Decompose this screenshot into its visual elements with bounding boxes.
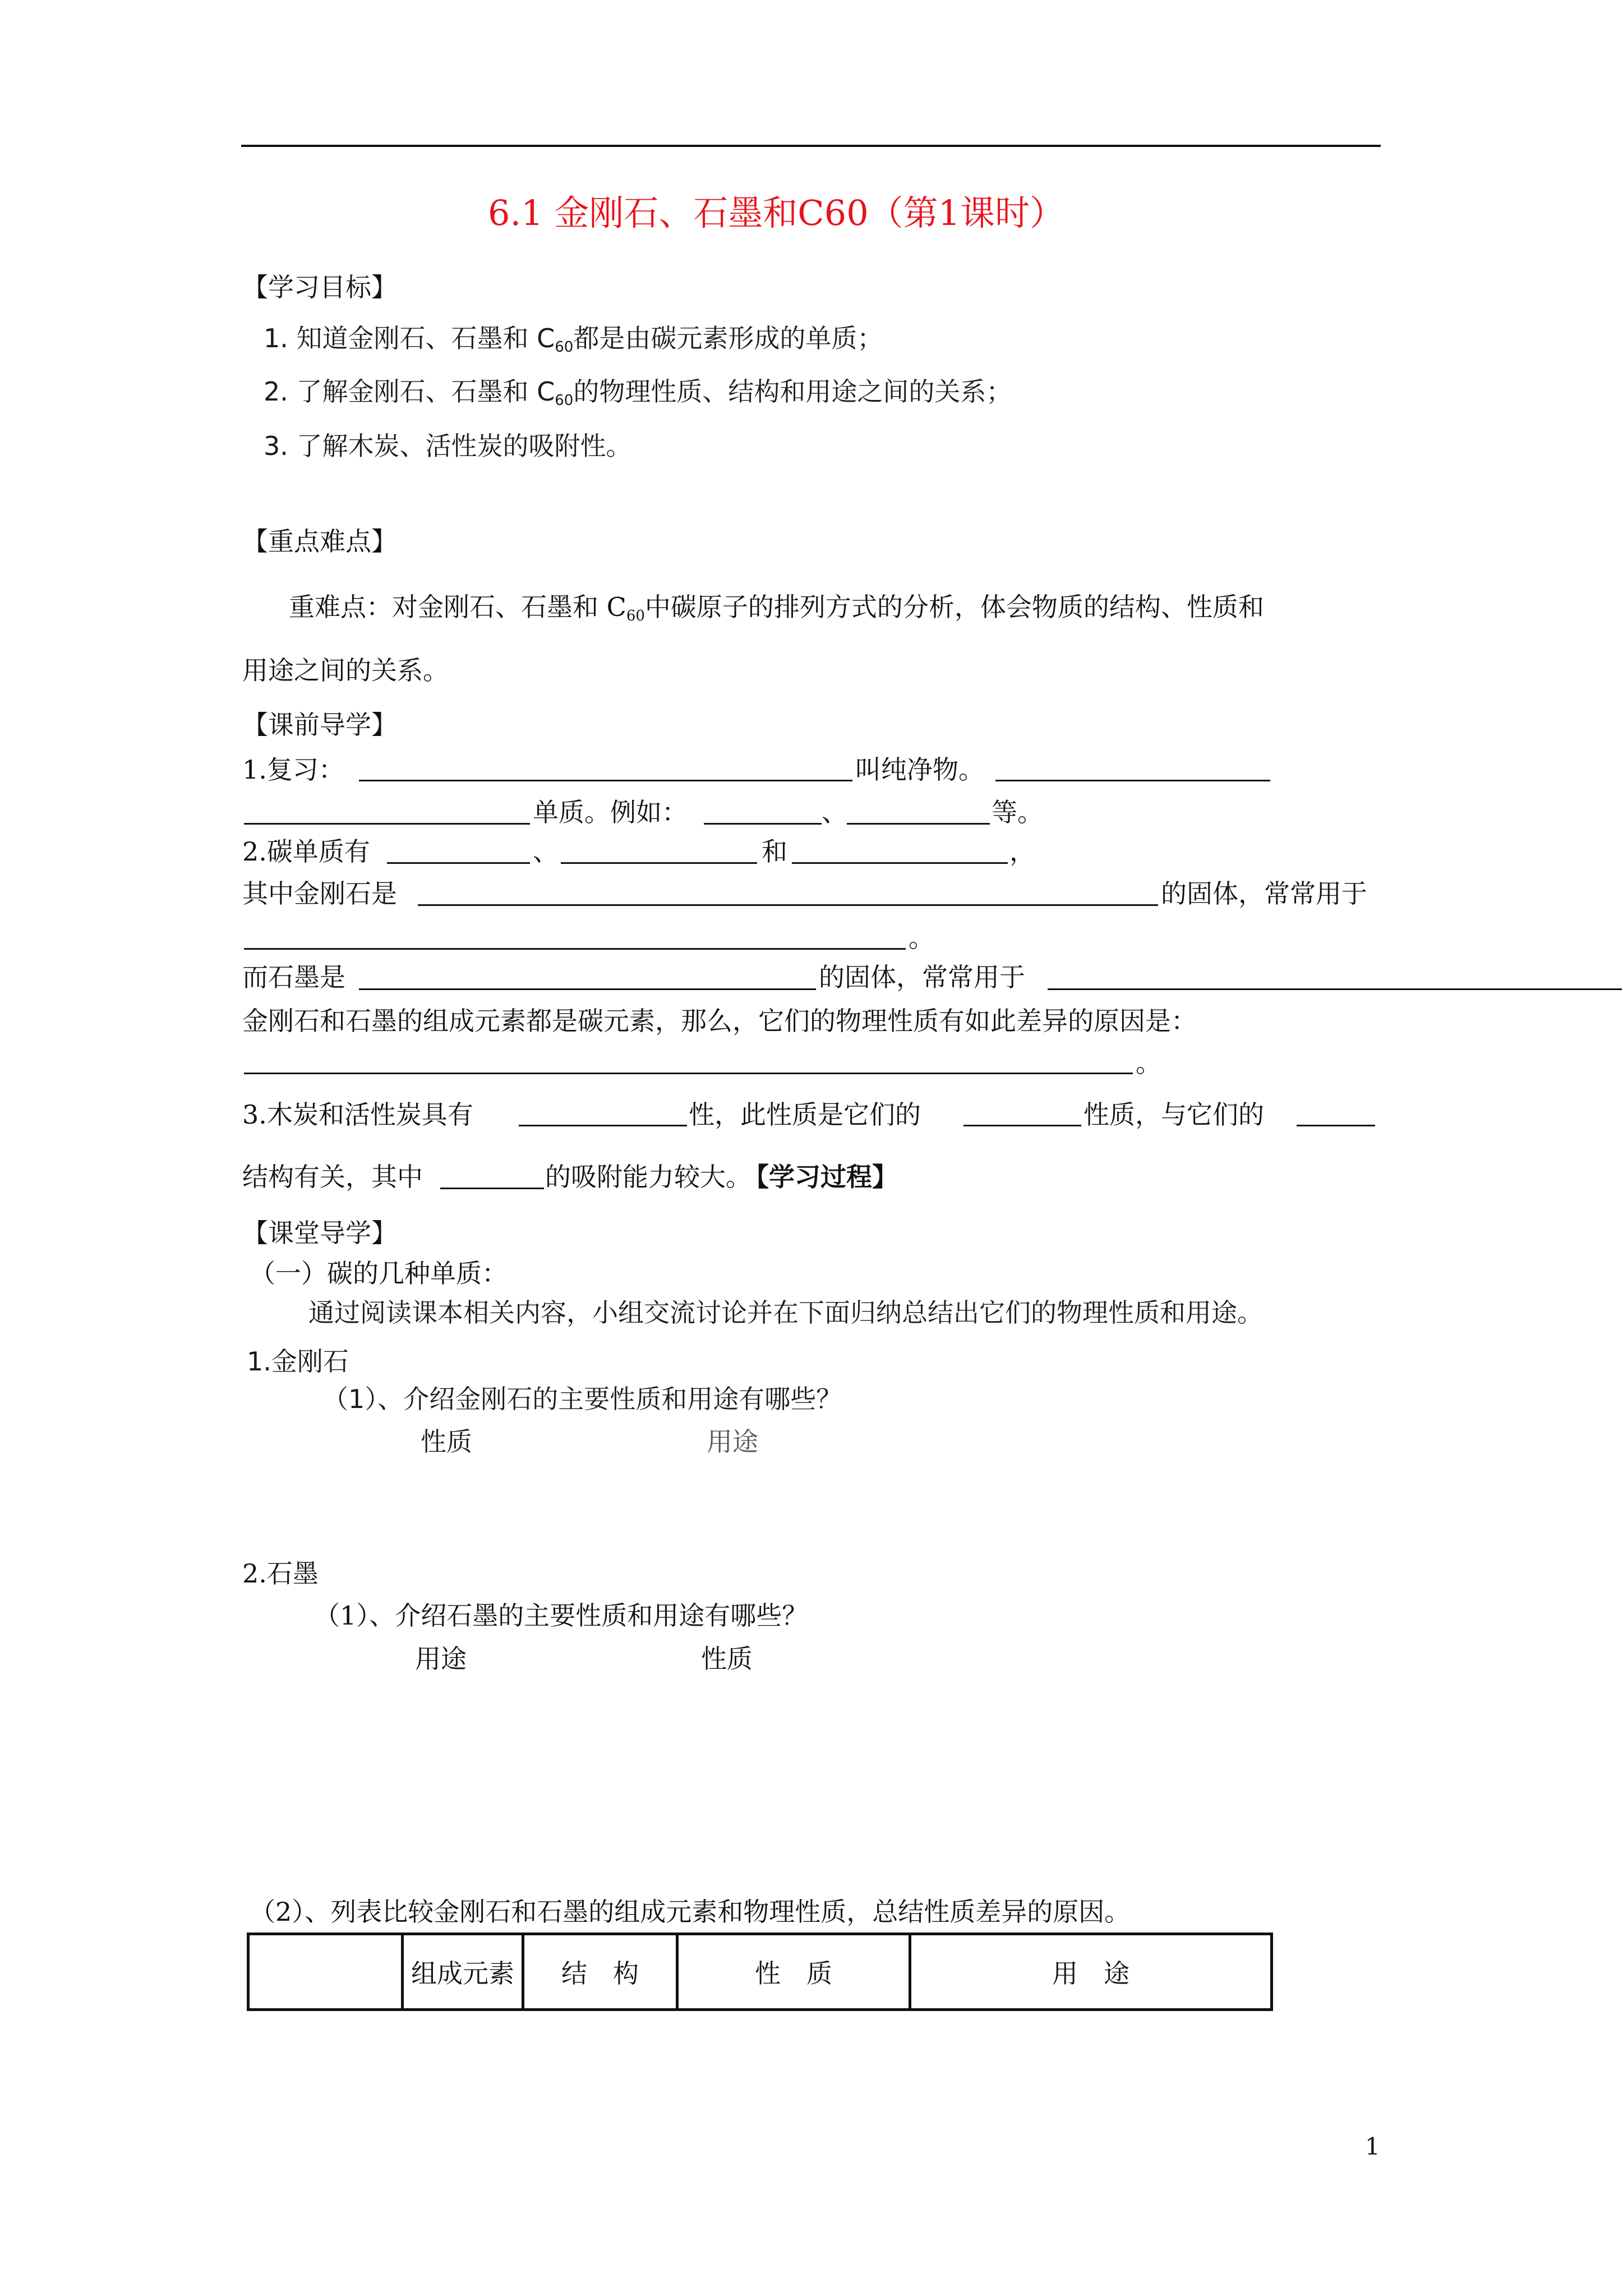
section-goals-heading: 【学习目标】 bbox=[242, 272, 397, 302]
q2-text-k: 。 bbox=[1136, 1048, 1161, 1078]
q2-text-c: 和 bbox=[762, 836, 787, 867]
q3-text-d: 结构有关，其中 bbox=[242, 1162, 423, 1192]
diamond-heading: 1.金刚石 bbox=[247, 1346, 349, 1377]
graphite-question: （1）、介绍石墨的主要性质和用途有哪些？ bbox=[314, 1600, 808, 1631]
table-header-composition: 组成元素 bbox=[403, 1934, 523, 2010]
q3-text-e: 的吸附能力较大。 bbox=[545, 1162, 751, 1192]
section-focus-heading: 【重点难点】 bbox=[242, 526, 397, 556]
diamond-col-properties: 性质 bbox=[421, 1427, 472, 1457]
q3-text-c: 性质，与它们的 bbox=[1083, 1099, 1264, 1130]
blank-q1-3[interactable] bbox=[244, 823, 530, 825]
graphite-col-uses: 用途 bbox=[415, 1644, 467, 1674]
part-1-heading: （一）碳的几种单质： bbox=[250, 1258, 508, 1289]
focus-line-1: 重难点：对金刚石、石墨和 $C_{60}$中碳原子的排列方式的分析，体会物质的结构、性质和 bbox=[289, 592, 1264, 624]
goal-1: 1. 知道金刚石、石墨和 $C_{60}$都是由碳元素形成的单质； bbox=[264, 323, 883, 356]
goal-2: 2. 了解金刚石、石墨和 $C_{60}$的物理性质、结构和用途之间的关系； bbox=[264, 376, 1012, 409]
blank-q3-3[interactable] bbox=[1297, 1125, 1375, 1126]
compare-question: （2）、列表比较金刚石和石墨的组成元素和物理性质，总结性质差异的原因。 bbox=[250, 1897, 1131, 1927]
page-title: 6.1 金刚石、石墨和C60（第1课时） bbox=[488, 192, 1065, 233]
q2-text-d: ， bbox=[1009, 836, 1035, 867]
graphite-heading: 2.石墨 bbox=[242, 1558, 319, 1589]
instruction-text: 通过阅读课本相关内容，小组交流讨论并在下面归纳总结出它们的物理性质和用途。 bbox=[308, 1297, 1263, 1328]
q1-text-e: 等。 bbox=[992, 797, 1043, 827]
table-header-properties: 性 质 bbox=[677, 1934, 910, 2010]
blank-q2-8[interactable] bbox=[244, 1073, 1133, 1074]
blank-q1-5[interactable] bbox=[847, 823, 990, 825]
q2-text-b: 、 bbox=[533, 836, 559, 867]
diamond-question: （1）、介绍金刚石的主要性质和用途有哪些？ bbox=[322, 1384, 842, 1414]
table-header-blank[interactable] bbox=[248, 1934, 403, 2010]
blank-q2-7[interactable] bbox=[1048, 988, 1622, 990]
section-class-heading: 【课堂导学】 bbox=[242, 1218, 397, 1248]
q2-text-h: 而石墨是 bbox=[242, 962, 345, 992]
goal-3: 3. 了解木炭、活性炭的吸附性。 bbox=[264, 431, 632, 461]
q3-text-b: 性，此性质是它们的 bbox=[689, 1099, 921, 1130]
section-pre-heading: 【课前导学】 bbox=[242, 710, 397, 740]
comparison-table bbox=[247, 1932, 1273, 2011]
blank-q1-1[interactable] bbox=[359, 780, 852, 781]
page-number: 1 bbox=[1365, 2133, 1380, 2160]
focus-line-2: 用途之间的关系。 bbox=[242, 655, 449, 685]
blank-q2-2[interactable] bbox=[561, 862, 757, 864]
table-row bbox=[248, 1934, 1272, 2010]
blank-q1-4[interactable] bbox=[704, 823, 822, 825]
blank-q3-4[interactable] bbox=[440, 1188, 544, 1189]
blank-q3-1[interactable] bbox=[519, 1125, 687, 1126]
graphite-col-properties: 性质 bbox=[701, 1644, 753, 1674]
table-header-uses: 用 途 bbox=[910, 1934, 1272, 2010]
blank-q2-5[interactable] bbox=[244, 948, 906, 950]
q1-text-c: 单质。例如： bbox=[533, 797, 688, 827]
blank-q2-3[interactable] bbox=[792, 862, 1008, 864]
q1-label: 1.复习： bbox=[242, 754, 344, 785]
q2-text-g: 。 bbox=[909, 923, 934, 953]
table-header-structure: 结 构 bbox=[523, 1934, 677, 2010]
blank-q2-4[interactable] bbox=[418, 904, 1158, 906]
header-rule bbox=[241, 145, 1381, 147]
q2-text-i: 的固体，常常用于 bbox=[819, 962, 1025, 992]
blank-q2-1[interactable] bbox=[387, 862, 530, 864]
q2-label: 2.碳单质有 bbox=[242, 836, 370, 867]
diamond-col-uses: 用途 bbox=[707, 1427, 758, 1457]
blank-q2-6[interactable] bbox=[359, 988, 816, 990]
q2-text-e: 其中金刚石是 bbox=[242, 878, 397, 909]
q1-text-b: 叫纯净物。 bbox=[855, 754, 984, 785]
blank-q1-2[interactable] bbox=[995, 780, 1270, 781]
q1-text-d: 、 bbox=[822, 797, 847, 827]
q2-text-f: 的固体，常常用于 bbox=[1161, 878, 1367, 909]
learning-process-heading: 【学习过程】 bbox=[743, 1162, 898, 1192]
q2-text-j: 金刚石和石墨的组成元素都是碳元素，那么，它们的物理性质有如此差异的原因是： bbox=[242, 1006, 1197, 1036]
blank-q3-2[interactable] bbox=[963, 1125, 1081, 1126]
q3-label: 3.木炭和活性炭具有 bbox=[242, 1099, 473, 1130]
